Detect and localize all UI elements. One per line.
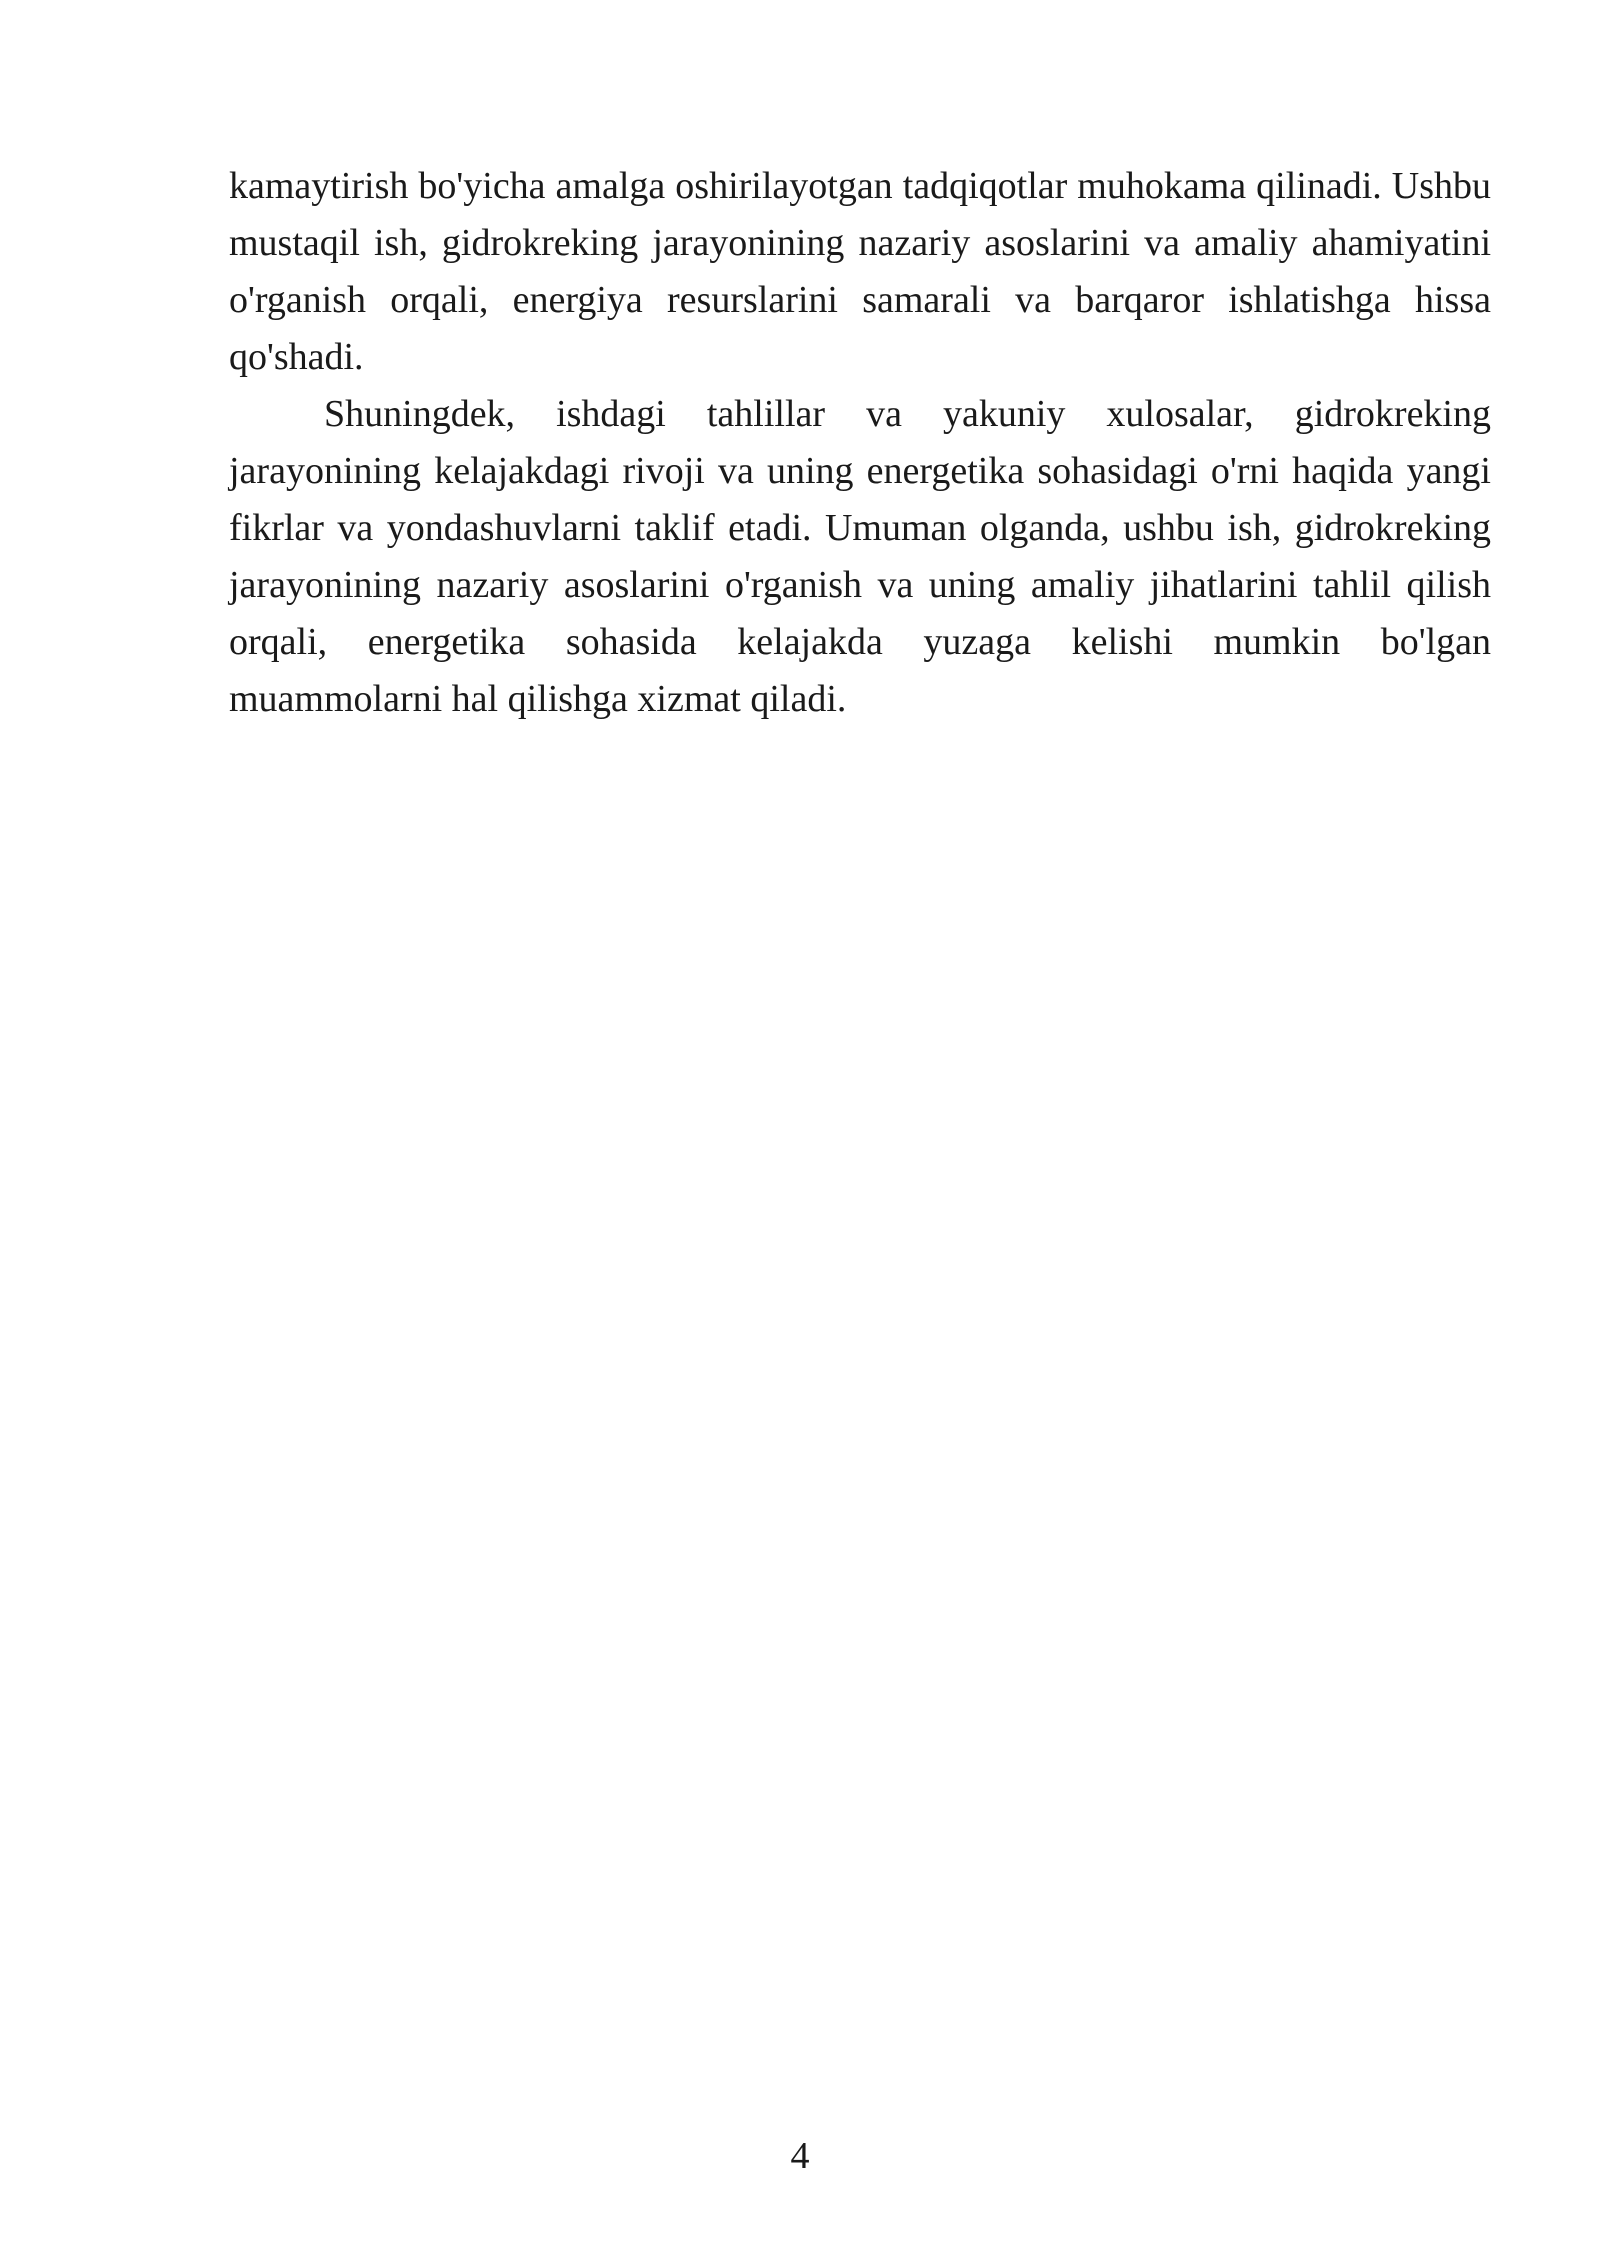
body-text	[229, 158, 1491, 728]
paragraph-continuation: kamaytirish bo'yicha amalga oshirilayotgan tadqiqotlar muhokama qilinadi. Ushbu mustaqil ish, gidrokreking jarayonining nazariy asoslarini va amaliy ahamiyatini o'rganish orqali, energiya resurslarini samarali va barqaror ishlatishga hissa qo'shadi.	[229, 165, 1491, 378]
page-number: 4	[790, 2135, 810, 2177]
paragraph: Shuningdek, ishdagi tahlillar va yakuniy xulosalar, gidrokreking jarayonining kelajakdagi rivoji va uning energetika sohasidagi o'rni haqida yangi fikrlar va yondashuvlarni taklif etadi. Umuman olganda, ushbu ish, gidrokreking jarayonining nazariy asoslarini o'rganish va uning amaliy jihatlarini tahlil qilish orqali, energetika sohasida kelajakda yuzaga kelishi mumkin bo'lgan muammolarni hal qilishga xizmat qiladi.	[229, 393, 1491, 720]
